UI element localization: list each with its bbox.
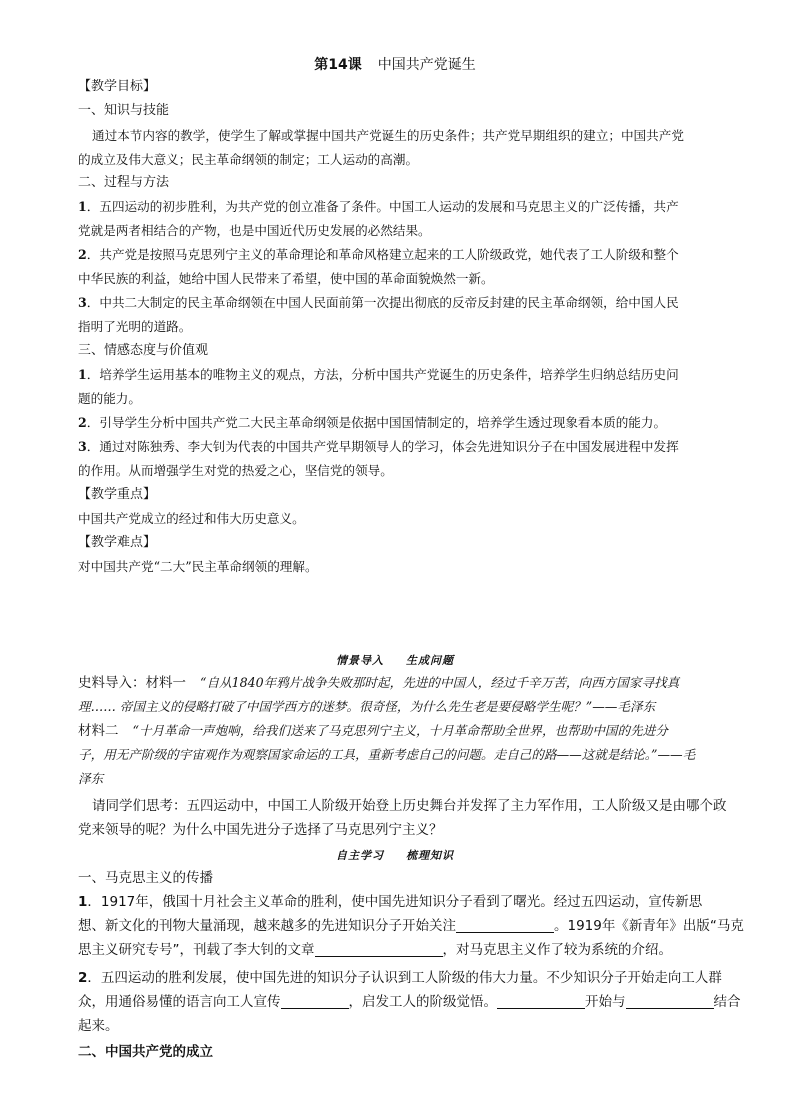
- goals-s2-item-cont: 党就是两者相结合的产物，也是中国近代历史发展的必然结果。: [78, 223, 431, 238]
- goals-s2-item: [78, 247, 679, 263]
- item-text: ．引导学生分析中国共产党二大民主革命纲领是依据中国国情制定的，培养学生透过现象看本质的能力。: [86, 415, 667, 430]
- p1-text: ，对马克思主义作了较为系统的介绍。: [442, 942, 672, 958]
- item-text: ．中共二大制定的民主革命纲领在中国人民面前第一次提出彻底的反帝反封建的民主革命纲领，给中国人民: [86, 295, 679, 310]
- item-text: ．培养学生运用基本的唯物主义的观点，方法，分析中国共产党诞生的历史条件，培养学生归纳总结历史问: [86, 367, 679, 382]
- p2-line: [78, 994, 741, 1010]
- item-number: 1: [78, 894, 88, 910]
- key-text: 中国共产党成立的经过和伟大历史意义。: [78, 511, 305, 526]
- goals-s3-heading: 三、情感态度与价值观: [78, 343, 209, 358]
- goals-s3-item: [78, 367, 679, 383]
- difficulty-text: 对中国共产党“二大”民主革命纲领的理解。: [78, 559, 318, 574]
- material-2-text: “十月革命一声炮响，给我们送来了马克思列宁主义，十月革命帮助全世界，也帮助中国的先进分: [132, 723, 668, 738]
- item-text: ．五四运动的初步胜利，为共产党的创立准备了条件。中国工人运动的发展和马克思主义的广泛传播，共产: [86, 199, 679, 214]
- material-2-cont: 子，用无产阶级的宇宙观作为观察国家命运的工具，重新考虑自己的问题。走自己的路——这就是结论。”——毛: [78, 747, 696, 762]
- p1-line: [78, 918, 744, 934]
- item-text: ．共产党是按照马克思列宁主义的革命理论和革命风格建立起来的工人阶级政党，她代表了工人阶级和整个: [86, 247, 679, 262]
- goals-heading: 【教学目标】: [78, 79, 157, 94]
- difficulty-heading: 【教学难点】: [78, 535, 157, 550]
- p2-text: ，启发工人的阶级觉悟。: [348, 994, 497, 1010]
- self-study-heading-b: 梳理知识: [406, 849, 454, 862]
- self-study-s1-heading: 一、马克思主义的传播: [78, 870, 213, 886]
- self-study-heading-a: 自主学习: [336, 849, 384, 862]
- lesson-name: 中国共产党诞生: [377, 57, 476, 73]
- goals-s2-item: [78, 199, 679, 215]
- p1-text: 思主义研究专号”，刊载了李大钊的文章: [78, 942, 315, 958]
- material-1: [78, 675, 679, 691]
- goals-s2-item-cont: 中华民族的利益，她给中国人民带来了希望，使中国的革命面貌焕然一新。: [78, 271, 494, 286]
- item-number: 2: [78, 415, 87, 430]
- fill-blank[interactable]: [626, 994, 714, 1009]
- p2-text: ．五四运动的胜利发展，使中国先进的知识分子认识到工人阶级的伟大力量。不少知识分子开始走向工人群: [87, 970, 722, 986]
- intro-heading-b: 生成问题: [406, 654, 454, 667]
- item-number: 3: [78, 439, 87, 454]
- goals-s3-item: [78, 415, 666, 431]
- item-number: 1: [78, 367, 87, 382]
- fill-blank[interactable]: [315, 942, 443, 957]
- material-2-cont: 泽东: [78, 771, 104, 786]
- key-heading: 【教学重点】: [78, 487, 157, 502]
- goals-s1-heading: 一、知识与技能: [78, 103, 170, 118]
- p1-line: [78, 942, 672, 958]
- material-1-text: “自从1840年鸦片战争失败那时起，先进的中国人，经过千辛万苦，向西方国家寻找真: [200, 675, 680, 690]
- p2-text: 结合: [713, 994, 741, 1010]
- p1-text: ．1917年，俄国十月社会主义革命的胜利，使中国先进知识分子看到了曙光。经过五四运动，宣传新思: [87, 894, 703, 910]
- intro-heading-a: 情景导入: [336, 654, 384, 667]
- goals-s2-item: [78, 295, 679, 311]
- p2-line: [78, 970, 722, 986]
- question-line: 党来领导的呢？为什么中国先进分子选择了马克思列宁主义？: [78, 822, 443, 838]
- fill-blank[interactable]: [281, 994, 349, 1009]
- p2-line: 起来。: [78, 1018, 119, 1034]
- item-number: 2: [78, 970, 88, 986]
- item-text: ．通过对陈独秀、李大钊为代表的中国共产党早期领导人的学习，体会先进知识分子在中国发展进程中发挥: [86, 439, 679, 454]
- p1-line: [78, 894, 702, 910]
- goals-s2-heading: 二、过程与方法: [78, 175, 170, 190]
- lesson-number: 第14课: [314, 57, 362, 73]
- p2-text: 开始与: [585, 994, 626, 1010]
- item-number: 2: [78, 247, 87, 262]
- self-study-heading: [0, 847, 790, 863]
- p2-text: 众，用通俗易懂的语言向工人宣传: [78, 994, 281, 1010]
- fill-blank[interactable]: [456, 918, 554, 933]
- goals-s2-item-cont: 指明了光明的道路。: [78, 319, 192, 334]
- goals-s3-item-cont: 题的能力。: [78, 391, 141, 406]
- material-1-label: 史料导入：材料一: [78, 675, 186, 691]
- material-2-label: 材料二: [78, 723, 119, 739]
- p1-text: 想、新文化的刊物大量涌现，越来越多的先进知识分子开始关注: [78, 918, 456, 934]
- material-1-cont: 理…… 帝国主义的侵略打破了中国学西方的迷梦。很奇怪，为什么先生老是要侵略学生呢？”——毛泽东: [78, 699, 656, 714]
- goals-s1-line: 的成立及伟大意义；民主革命纲领的制定；工人运动的高潮。: [78, 152, 419, 167]
- question-line: 请同学们思考：五四运动中，中国工人阶级开始登上历史舞台并发挥了主力军作用，工人阶级又是由哪个政: [92, 798, 727, 814]
- item-number: 3: [78, 295, 87, 310]
- goals-s3-item-cont: 的作用。从而增强学生对党的热爱之心，坚信党的领导。: [78, 463, 393, 478]
- material-2: [78, 723, 668, 739]
- self-study-s2-heading: 二、中国共产党的成立: [78, 1044, 213, 1060]
- p1-text: 。1919年《新青年》出版“马克: [554, 918, 744, 934]
- goals-s1-line: 通过本节内容的教学，使学生了解或掌握中国共产党诞生的历史条件；共产党早期组织的建立；中国共产党: [92, 128, 684, 143]
- intro-heading: [0, 652, 790, 668]
- fill-blank[interactable]: [497, 994, 585, 1009]
- lesson-title: [0, 54, 790, 74]
- item-number: 1: [78, 199, 87, 214]
- goals-s3-item: [78, 439, 679, 455]
